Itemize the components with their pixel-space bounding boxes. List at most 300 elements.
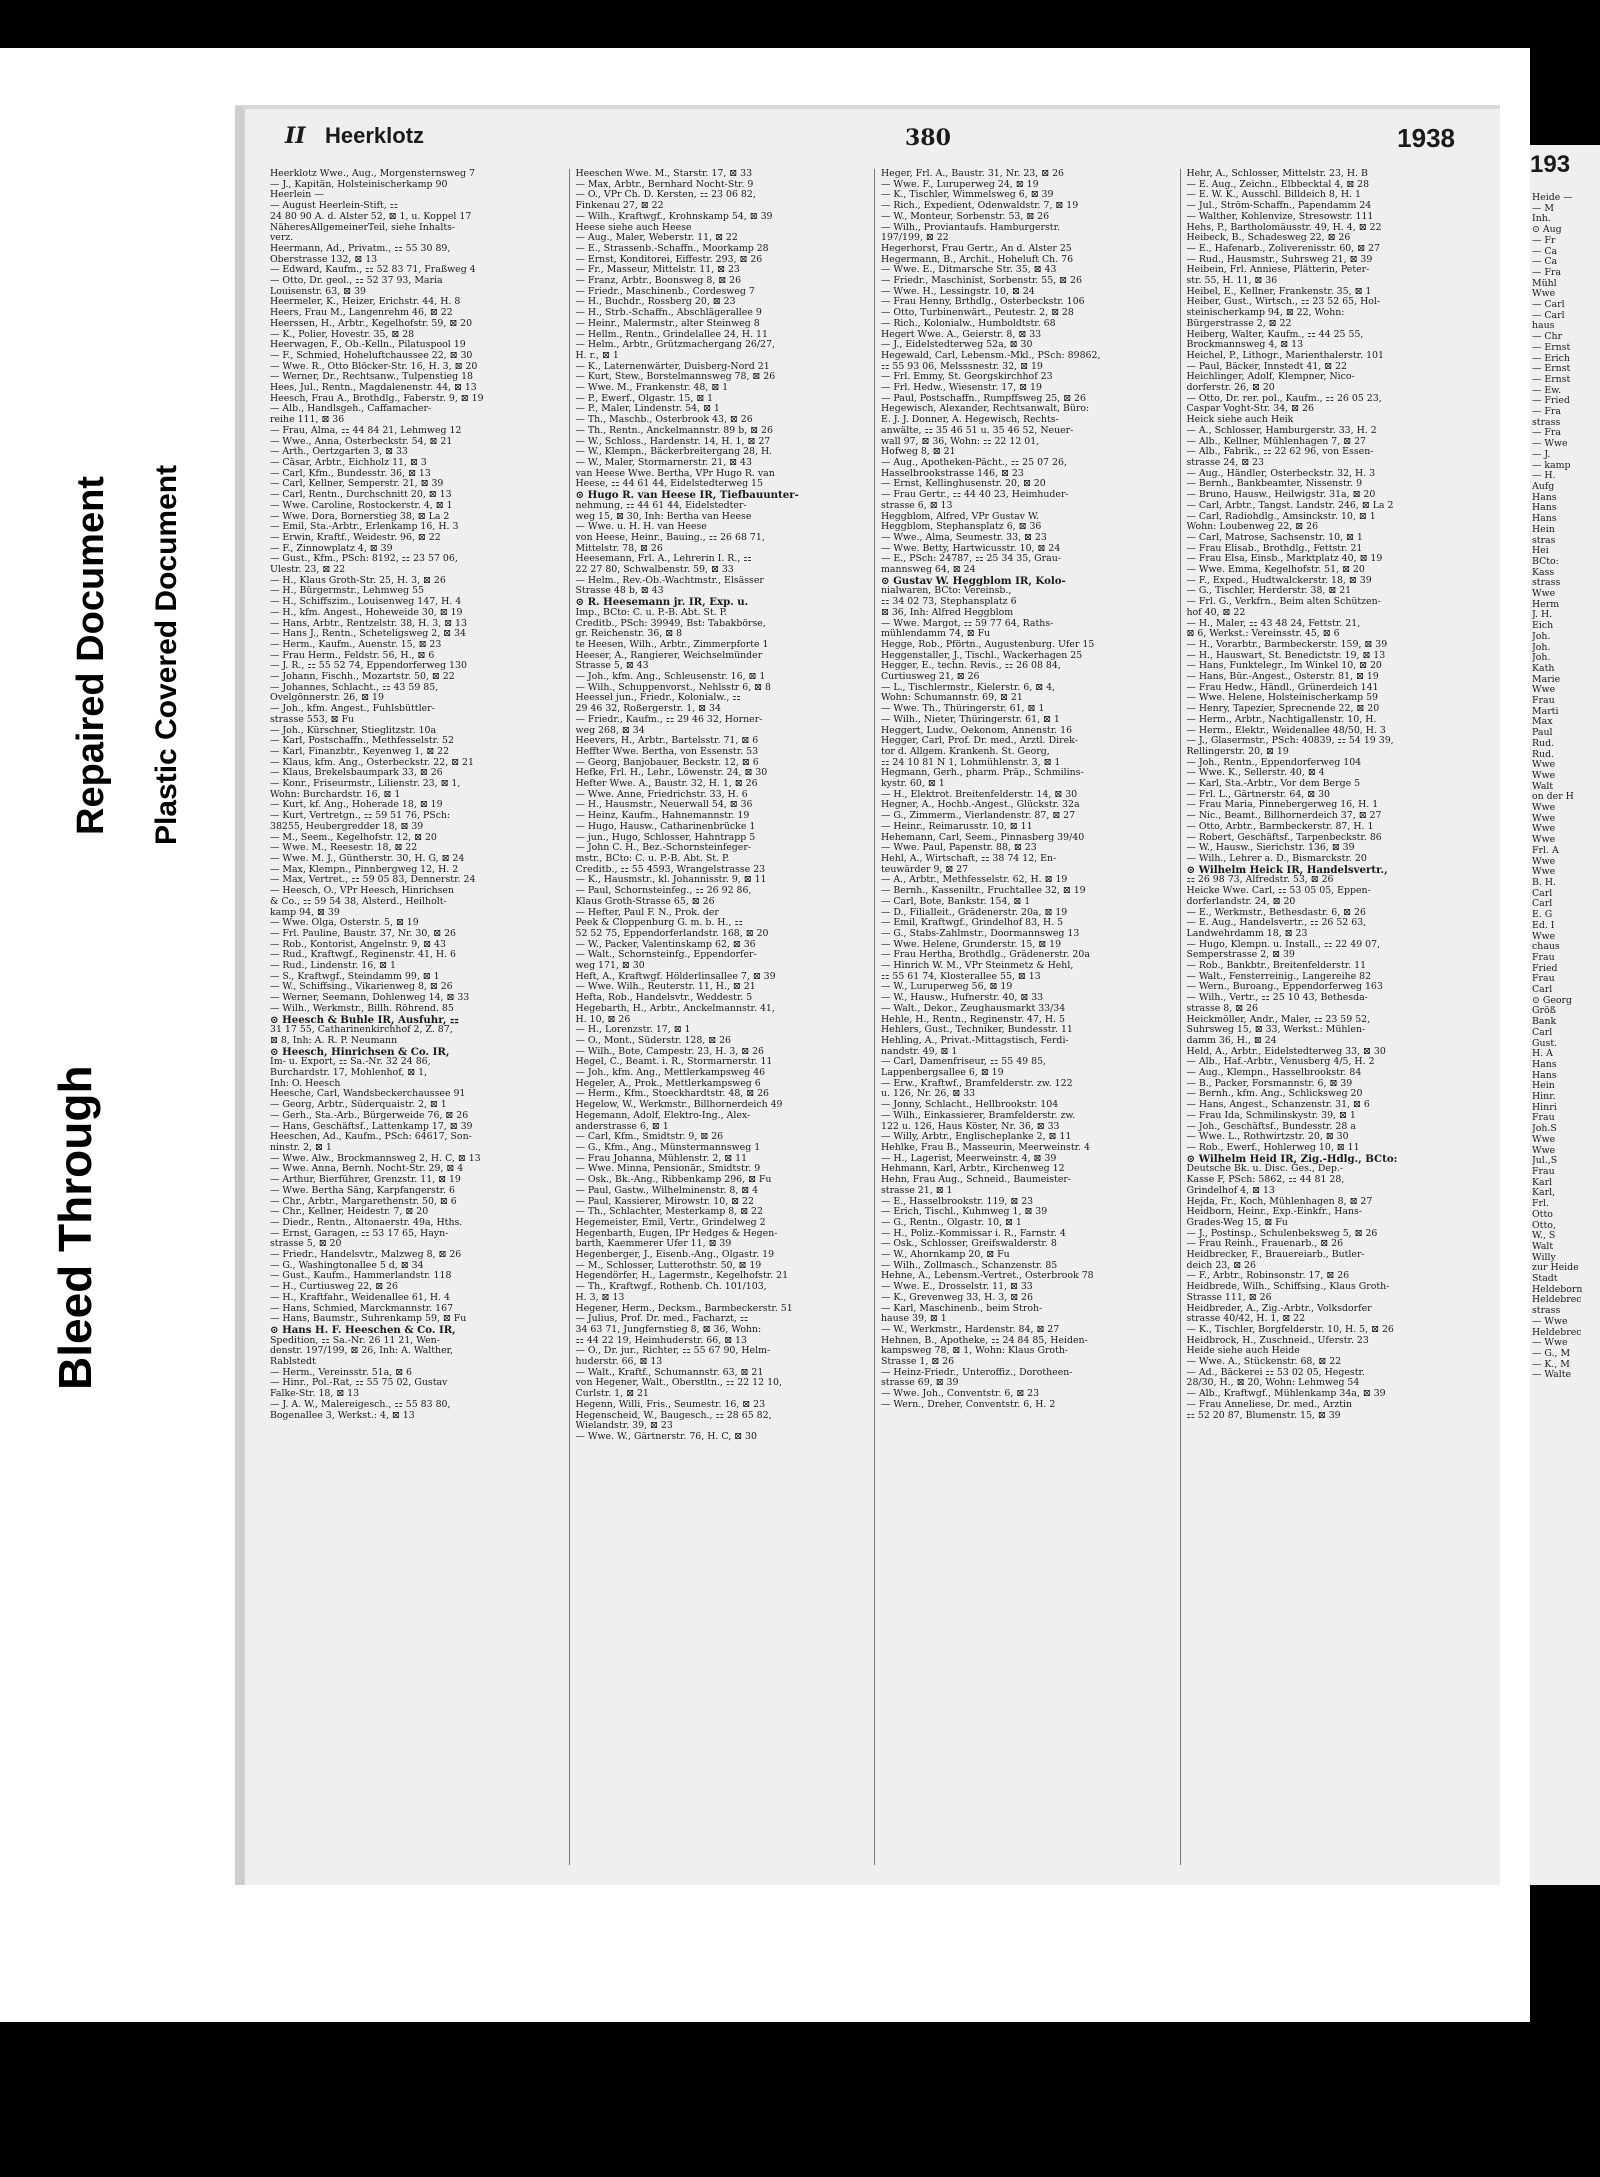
directory-entry: Grindelhof 4, ⊠ 13 <box>1186 1185 1275 1196</box>
directory-entry: — Max, Arbtr., Bernhard Nocht-Str. 9 <box>575 179 754 190</box>
directory-entry: — Georg, Banjobauer, Beckstr. 12, ⊠ 6 <box>575 757 759 768</box>
column-1 <box>270 169 570 1865</box>
directory-entry: — August Heerlein-Stift, ⚏ <box>270 201 399 212</box>
directory-entry: mstr., BCto: C. u. P.-B. Abt. St. P. <box>575 854 730 864</box>
directory-entry: tor d. Allgem. Krankenh. St. Georg, <box>881 746 1050 757</box>
directory-entry: — H., Lagerist, Meerweinstr. 4, ⊠ 39 <box>881 1153 1057 1164</box>
directory-entry: — W., Monteur, Sorbenstr. 53, ⊠ 26 <box>881 211 1050 222</box>
directory-entry: Hegendörfer, H., Lagermstr., Kegelhofstr. 21 <box>575 1271 789 1282</box>
directory-entry: — E. Aug., Handelsvertr., ⚏ 26 52 63, <box>1186 918 1367 929</box>
directory-entry: str. 55, H. 11, ⊠ 36 <box>1186 276 1278 287</box>
directory-entry: Hehlke, Frau B., Masseurin, Meerweinstr. 4 <box>881 1142 1090 1153</box>
directory-entry: Övelgönnerstr. 26, ⊠ 19 <box>270 693 384 704</box>
directory-entry: ⊙ Heesch, Hinrichsen & Co. IR, <box>270 1046 450 1058</box>
directory-entry: — Paul, Schornsteinfeg., ⚏ 26 92 86, <box>575 886 752 897</box>
strip-line: — Wwe <box>1532 1316 1568 1327</box>
directory-entry: — Heinz, Kaufm., Hahnemannstr. 19 <box>575 811 750 822</box>
directory-entry: — Frau Reinh., Frauenarb., ⊠ 26 <box>1186 1239 1344 1250</box>
directory-entry: H. 3, ⊠ 13 <box>575 1292 625 1303</box>
directory-entry: Wohn: Schumannstr. 69, ⊠ 21 <box>881 693 1023 704</box>
directory-entry: — Karl, Maschinenb., beim Stroh- <box>881 1303 1043 1314</box>
directory-entry: weg 268, ⊠ 34 <box>575 725 645 736</box>
directory-entry: — Th., Maschb., Osterbrook 43, ⊠ 26 <box>575 415 753 426</box>
strip-line: — Fra <box>1532 267 1561 278</box>
directory-entry: — Paul, Postschaffn., Rumpffsweg 25, ⊠ 26 <box>881 393 1086 404</box>
directory-entry: — jun., Hugo, Schlosser, Hahntrapp 5 <box>575 832 756 843</box>
directory-entry: Hegenbarth, Eugen, IPr Hedges & Hegen- <box>575 1228 778 1239</box>
directory-entry: — Bernh., kfm. Ang., Schlicksweg 20 <box>1186 1089 1363 1100</box>
directory-entry: Imp., BCto: C. u. P.-B. Abt. St. P. <box>575 607 728 618</box>
directory-entry: Heevers, H., Arbtr., Bartelsstr. 71, ⊠ 6 <box>575 736 759 747</box>
directory-entry: — Wilh., Schuppenvorst., Nehlsstr 6, ⊠ 8 <box>575 682 771 693</box>
directory-entry: — L., Tischlermstr., Kielerstr. 6, ⊠ 4, <box>881 682 1056 693</box>
directory-entry: — Heinr., Malermstr., alter Steinweg 8 <box>575 318 760 329</box>
directory-entry: — G., Stabs-Zahlmstr., Doormannsweg 13 <box>881 928 1080 939</box>
directory-entry: — J. A. W., Malereigesch., ⚏ 55 83 80, <box>270 1399 451 1410</box>
directory-entry: reihe 111, ⊠ 36 <box>270 415 345 426</box>
strip-line: Wwe <box>1532 803 1556 814</box>
directory-entry: Bürgerstrasse 2, ⊠ 22 <box>1186 318 1292 329</box>
directory-entry: — Wwe. E., Ditmarsche Str. 35, ⊠ 43 <box>881 265 1057 276</box>
directory-entry: Hehmann, Karl, Arbtr., Kirchenweg 12 <box>881 1164 1065 1175</box>
directory-entry: — Frau Henny, Brthdlg., Osterbeckstr. 106 <box>881 297 1085 308</box>
directory-entry: — Carl, Kfm., Bundesstr. 36, ⊠ 13 <box>270 468 431 479</box>
directory-entry: anwälte, ⚏ 35 46 51 u. 35 46 52, Neuer- <box>881 425 1074 436</box>
directory-entry: Heffter Wwe. Bertha, von Essenstr. 53 <box>575 746 759 757</box>
directory-entry: Heichlinger, Adolf, Klempner, Nico- <box>1186 372 1355 383</box>
directory-entry: Hegel, C., Beamt. i. R., Stormarnerstr. 11 <box>575 1057 773 1068</box>
directory-entry: — Wwe. Caroline, Rostockerstr. 4, ⊠ 1 <box>270 500 453 511</box>
directory-entry: — Carl, Bote, Bankstr. 154, ⊠ 1 <box>881 896 1031 907</box>
directory-entry: strasse 40/42, H. 1, ⊠ 22 <box>1186 1314 1306 1325</box>
directory-entry: — F., Exped., Hudtwalckerstr. 18, ⊠ 39 <box>1186 575 1372 586</box>
directory-entry: Heermann, Ad., Privatm., ⚏ 55 30 89, <box>270 243 451 254</box>
directory-entry: Curlstr. 1, ⊠ 21 <box>575 1389 649 1400</box>
directory-entry: — Aug., Apotheken-Pächt., ⚏ 25 07 26, <box>881 457 1067 468</box>
directory-entry: — Konr., Friseurmstr., Lilienstr. 23, ⊠ 1, <box>270 779 461 790</box>
directory-entry: Im- u. Export, ⚏ Sa.-Nr. 32 24 86, <box>270 1057 431 1068</box>
directory-entry: — W., Maler, Stormarnerstr. 21, ⊠ 43 <box>575 457 752 468</box>
directory-entry: — W., Schloss., Hardenstr. 14, H. 1, ⊠ 27 <box>575 436 771 447</box>
directory-entry: — O., VPr Ch. D. Kersten, ⚏ 23 06 82, <box>575 190 756 201</box>
directory-entry: — Frau Gertr., ⚏ 44 40 23, Heimhuder- <box>881 490 1069 501</box>
strip-line: J. H. <box>1532 610 1553 621</box>
directory-entry: — Otto, Turbinenwärt., Peutestr. 2, ⊠ 28 <box>881 308 1074 319</box>
directory-entry: Hegger, E., techn. Revis., ⚏ 26 08 84, <box>881 661 1061 672</box>
strip-line: ⊙ Georg <box>1532 995 1572 1006</box>
strip-line: Kass <box>1532 567 1555 578</box>
directory-entry: ⚏ 55 61 74, Klosterallee 55, ⊠ 13 <box>881 971 1041 982</box>
directory-entry: — Walt., Kraftf., Schumannstr. 63, ⊠ 21 <box>575 1367 764 1378</box>
directory-entry: — Karl, Sta.-Arbtr., Vor dem Berge 5 <box>1186 779 1361 790</box>
directory-entry: Hegger, Carl, Prof. Dr. med., Ärztl. Direk- <box>881 736 1078 747</box>
directory-entry: — Osk., Schlosser, Greifswalderstr. 8 <box>881 1239 1057 1250</box>
directory-entry: Hehnen, B., Apotheke, ⚏ 24 84 85, Heiden- <box>881 1335 1088 1346</box>
directory-entry: — Walt., Dekor., Zeughausmarkt 33/34 <box>881 1003 1066 1014</box>
strip-line: Wwe <box>1532 1134 1556 1145</box>
directory-entry: — Nic., Beamt., Billhornerdeich 37, ⊠ 27 <box>1186 811 1382 822</box>
directory-entry: Hegerhorst, Frau Gertr., An d. Alster 25 <box>881 243 1072 254</box>
directory-entry: — Willy, Arbtr., Englischeplanke 2, ⊠ 11 <box>881 1132 1072 1143</box>
directory-entry: — Edward, Kaufm., ⚏ 52 83 71, Fraßweg 4 <box>270 265 476 276</box>
strip-line: Kath <box>1532 663 1555 674</box>
directory-entry: Hegener, Herm., Decksm., Barmbeckerstr. 51 <box>575 1303 793 1314</box>
directory-entry: — Osk., Bk.-Ang., Ribbenkamp 296, ⊠ Fu <box>575 1175 772 1186</box>
next-page-strip <box>1530 145 1600 1885</box>
directory-entry: — Julius, Prof. Dr. med., Facharzt, ⚏ <box>575 1314 749 1325</box>
directory-entry: — Hans, Arbtr., Rentzelstr. 38, H. 3, ⊠ 13 <box>270 618 467 629</box>
directory-entry: Heggert, Ludw., Oekonom, Annenstr. 16 <box>881 725 1073 736</box>
directory-entry: — Hugo, Hausw., Catharinenbrücke 1 <box>575 821 756 832</box>
directory-entry: Hegge, Rob., Pförtn., Augustenburg. Ufer 15 <box>881 639 1095 650</box>
directory-entry: Heeschen Wwe. M., Starstr. 17, ⊠ 33 <box>575 169 753 179</box>
directory-entry: Bogenallee 3, Werkst.: 4, ⊠ 13 <box>270 1410 415 1421</box>
strip-line: ⊙ Aug <box>1532 225 1562 236</box>
directory-entry: Heidbrede, Wilh., Schiffsing., Klaus Groth- <box>1186 1282 1390 1293</box>
directory-entry: — Joh., kfm. Ang., Schleusenstr. 16, ⊠ 1 <box>575 672 766 683</box>
directory-entry: ⊙ Hans H. F. Heeschen & Co. IR, <box>270 1324 456 1336</box>
directory-entry: Strasse 5, ⊠ 43 <box>575 661 649 672</box>
directory-entry: Hees, Jul., Rentn., Magdalenenstr. 44, ⊠ 13 <box>270 383 477 394</box>
directory-entry: Heers, Frau M., Langenrehm 46, ⊠ 22 <box>270 308 453 319</box>
strip-line: — Ernst <box>1532 342 1571 353</box>
directory-entry: Heidbrock, H., Zuschneid., Uferstr. 23 <box>1186 1335 1369 1346</box>
strip-line: Karl <box>1532 1177 1553 1188</box>
directory-entry: Brockmannsweg 4, ⊠ 13 <box>1186 340 1304 351</box>
directory-entry: — Wwe. M., Frankenstr. 48, ⊠ 1 <box>575 383 729 394</box>
directory-entry: Hejda, Fr., Koch, Mühlenhagen 8, ⊠ 27 <box>1186 1196 1373 1207</box>
directory-entry: — Hans, Angest., Schanzenstr. 31, ⊠ 6 <box>1186 1100 1370 1111</box>
directory-entry: — Carl, Kellner, Semperstr. 21, ⊠ 39 <box>270 479 444 490</box>
directory-entry: Hegner, A., Hochb.-Angest., Glückstr. 32a <box>881 800 1080 811</box>
strip-line: — Ew. <box>1532 385 1562 396</box>
directory-entry: strasse 553, ⊠ Fu <box>270 714 355 725</box>
directory-entry: — Wwe. Emma, Kegelhofstr. 51, ⊠ 20 <box>1186 565 1365 576</box>
directory-entry: — Carl, Damenfriseur, ⚏ 55 49 85, <box>881 1057 1047 1068</box>
strip-line: Frau <box>1532 696 1555 707</box>
directory-entry: — Hans, Geschäftsf., Lattenkamp 17, ⊠ 39 <box>270 1121 473 1132</box>
directory-entry: — Henry, Tapezier, Sprecnende 22, ⊠ 20 <box>1186 704 1380 715</box>
scan-border-top <box>0 0 1600 48</box>
directory-entry: Hegenscheid, W., Baugesch., ⚏ 28 65 82, <box>575 1410 772 1421</box>
directory-entry: — Rud., Kraftwgf., Reginenstr. 41, H. 6 <box>270 950 457 961</box>
directory-entry: — J., Postinsp., Schulenbeksweg 5, ⊠ 26 <box>1186 1228 1378 1239</box>
strip-line: strass <box>1532 578 1561 589</box>
strip-line: — M <box>1532 203 1554 214</box>
directory-entry: — H., Elektrot. Breitenfelderstr. 14, ⊠ 30 <box>881 789 1078 800</box>
strip-line: Hei <box>1532 546 1549 557</box>
strip-line: Wwe <box>1532 289 1556 300</box>
directory-entry: — Aug., Klempn., Hasselbrookstr. 84 <box>1186 1068 1362 1079</box>
directory-entry: — P., Ewerf., Olgastr. 15, ⊠ 1 <box>575 393 714 404</box>
directory-entry: H. r., ⊠ 1 <box>575 350 619 361</box>
directory-entry: — Aug., Maler, Weberstr. 11, ⊠ 22 <box>575 233 738 244</box>
directory-entry: Hegewald, Carl, Lebensm.-Mkl., PSch: 89862, <box>881 350 1101 361</box>
strip-line: Wwe <box>1532 856 1556 867</box>
directory-entry: anderstrasse 6, ⊠ 1 <box>575 1121 669 1132</box>
directory-entry: Wohn: Loubenweg 22, ⊠ 26 <box>1186 522 1319 533</box>
directory-entry: kampsweg 78, ⊠ 1, Wohn: Klaus Groth- <box>881 1346 1069 1357</box>
directory-entry: gr. Reichenstr. 36, ⊠ 8 <box>575 629 683 640</box>
directory-entry: — Frau Maria, Pinnebergerweg 16, H. 1 <box>1186 800 1379 811</box>
strip-line: Frau <box>1532 974 1555 985</box>
strip-line: Hans <box>1532 492 1557 503</box>
directory-entry: steinischerkamp 94, ⊠ 22, Wohn: <box>1186 308 1345 319</box>
directory-entry: — Franz, Arbtr., Boonsweg 8, ⊠ 26 <box>575 276 742 287</box>
directory-entry: — Rob., Bankbtr., Breitenfelderstr. 11 <box>1186 961 1367 972</box>
directory-entry: 31 17 55, Catharinenkirchhof 2, Z. 87, <box>270 1025 453 1036</box>
directory-entry: ⊙ Gustav W. Heggblom IR, Kolo- <box>881 575 1066 587</box>
strip-line: Walt <box>1532 1241 1554 1252</box>
directory-entry: Caspar Voght-Str. 34, ⊠ 26 <box>1186 404 1314 415</box>
directory-entry: Inh: O. Heesch <box>270 1078 341 1089</box>
directory-entry: Hehne, A., Lebensm.-Vertret., Osterbrook 78 <box>881 1271 1094 1282</box>
directory-entry: — Gerh., Sta.-Arb., Bürgerweide 76, ⊠ 26 <box>270 1110 469 1121</box>
directory-entry: — M., Seem., Kegelhofstr. 12, ⊠ 20 <box>270 832 437 843</box>
directory-entry: — Friedr., Kaufm., ⚏ 29 46 32, Horner- <box>575 714 763 725</box>
strip-line: — Fried <box>1532 396 1570 407</box>
directory-entry: — Frl. G., Verkfrn., Beim alten Schützen- <box>1186 597 1381 608</box>
directory-entry: — Wwe. Helene, Holsteinischerkamp 59 <box>1186 693 1379 704</box>
directory-entry: — Paul, Bäcker, Innstedt 41, ⊠ 22 <box>1186 361 1348 372</box>
directory-entry: von Heese, Heinr., Bauing., ⚏ 26 68 71, <box>575 532 765 543</box>
directory-entry: — Emil, Sta.-Arbtr., Erlenkamp 16, H. 3 <box>270 522 459 533</box>
directory-entry: — Frau Ida, Schmilinskystr. 39, ⊠ 1 <box>1186 1110 1356 1121</box>
directory-entry: — Friedr., Maschinist, Sorbenstr. 55, ⊠ 26 <box>881 276 1082 287</box>
directory-entry: — Rob., Ewerf., Hohlerweg 10, ⊠ 11 <box>1186 1142 1360 1153</box>
directory-entry: — Ernst, Konditorei, Eiffestr. 293, ⊠ 26 <box>575 254 763 265</box>
directory-entry: — Herm., Kfm., Stoeckhardtstr. 48, ⊠ 26 <box>575 1089 770 1100</box>
strip-line: Fried <box>1532 963 1558 974</box>
directory-entry: — Th., Rentn., Anckelmannstr. 89 b, ⊠ 26 <box>575 425 773 436</box>
directory-entry: — W., Hausw., Sierichstr. 136, ⊠ 39 <box>1186 843 1355 854</box>
directory-entry: Hegeler, A., Prok., Mettlerkampsweg 6 <box>575 1078 761 1089</box>
directory-entry: — Rud., Lindenstr. 16, ⊠ 1 <box>270 961 396 972</box>
next-page-lines <box>1532 193 1582 1381</box>
directory-entry: — Wwe. M., Reesestr. 18, ⊠ 22 <box>270 843 418 854</box>
directory-entry: Heick siehe auch Heik <box>1186 415 1294 426</box>
directory-entry: — E., Strassenb.-Schaffn., Moorkamp 28 <box>575 243 769 254</box>
directory-entry: Hehle, H., Rentn., Reginenstr. 47, H. 5 <box>881 1014 1065 1025</box>
directory-entry: strasse 5, ⊠ 20 <box>270 1239 342 1250</box>
directory-entry: Spedition, ⚏ Sa.-Nr. 26 11 21, Wen- <box>270 1335 440 1346</box>
directory-entry: — H., Buchdr., Rossberg 20, ⊠ 23 <box>575 297 736 308</box>
column-4 <box>1187 169 1486 1865</box>
directory-entry: nehmung, ⚏ 44 61 44, Eidelstedter- <box>575 500 747 511</box>
directory-entry: — Frau, Alma, ⚏ 44 84 21, Lehmweg 12 <box>270 425 462 436</box>
directory-entry: — Karl, Finanzbtr., Keyenweg 1, ⊠ 22 <box>270 746 450 757</box>
directory-entry: mühlendamm 74, ⊠ Fu <box>881 629 991 640</box>
directory-entry: — Georg, Arbtr., Süderquaistr. 2, ⊠ 1 <box>270 1100 447 1111</box>
strip-line: — Carl <box>1532 300 1565 311</box>
strip-line: — Fra <box>1532 428 1561 439</box>
directory-entry: — Wwe. R., Otto Blöcker-Str. 16, H. 3, ⊠ 20 <box>270 361 478 372</box>
directory-entry: Falke-Str. 18, ⊠ 13 <box>270 1389 360 1400</box>
directory-entry: — K., Grevenweg 33, H. 3, ⊠ 26 <box>881 1292 1033 1303</box>
directory-entry: strasse 8, ⊠ 26 <box>1186 1003 1258 1014</box>
directory-entry: — K., Hausmstr., kl. Johannisstr. 9, ⊠ 11 <box>575 875 767 886</box>
directory-entry: — Wwe. M. J., Güntherstr. 30, H. G, ⊠ 24 <box>270 854 465 864</box>
directory-entry: Heeser, A., Rangierer, Weichselmünder <box>575 650 763 661</box>
directory-entry: Heerklotz Wwe., Aug., Morgensternsweg 7 <box>270 169 475 179</box>
directory-entry: — Bernh., Bankbeamter, Nissenstr. 9 <box>1186 479 1363 490</box>
directory-entry: Hegemeister, Emil, Vertr., Grindelweg 2 <box>575 1217 766 1228</box>
directory-entry: 29 46 32, Roßergerstr. 1, ⊠ 34 <box>575 704 721 715</box>
strip-line: Joh. <box>1532 653 1551 664</box>
directory-entry: Oberstrasse 132, ⊠ 13 <box>270 254 378 265</box>
directory-entry: — H., kfm. Angest., Hoheweide 30, ⊠ 19 <box>270 607 463 618</box>
directory-entry: Heggenstaller, J., Tischl., Wackerhagen 25 <box>881 650 1083 661</box>
strip-line: — Carl <box>1532 310 1565 321</box>
directory-columns <box>270 169 1485 1865</box>
directory-entry: Creditb., ⚏ 55 4593, Wrangelstrasse 23 <box>575 864 766 875</box>
directory-entry: — Bruno, Hausw., Heilwigstr. 31a, ⊠ 20 <box>1186 490 1376 501</box>
directory-entry: — Robert, Geschäftsf., Tarpenbeckstr. 86 <box>1186 832 1382 843</box>
strip-line: — K., M <box>1532 1359 1570 1370</box>
directory-entry: ⚏ 55 93 06, Melsssnestr. 32, ⊠ 19 <box>881 361 1043 372</box>
directory-entry: — Wwe. Alw., Brockmannsweg 2, H. C, ⊠ 13 <box>270 1153 481 1164</box>
strip-line: Karl, <box>1532 1188 1556 1199</box>
strip-line: — Fra <box>1532 407 1561 418</box>
directory-entry: — Max, Klempn., Pinnbergweg 12, H. 2 <box>270 864 459 875</box>
directory-entry: — Wwe., Anna, Osterbeckstr. 54, ⊠ 21 <box>270 436 453 447</box>
directory-entry: — J., Kapitän, Holsteinischerkamp 90 <box>270 179 448 190</box>
directory-entry: — Fr., Masseur, Mittelstr. 11, ⊠ 23 <box>575 265 740 276</box>
directory-entry: — Paul, Gastw., Wilhelminenstr. 8, ⊠ 4 <box>575 1185 759 1196</box>
directory-entry: — J., Eidelstedterweg 52a, ⊠ 30 <box>881 340 1033 351</box>
directory-entry: Hehr, A., Schlosser, Mittelstr. 23, H. B <box>1186 169 1368 179</box>
directory-entry: — Klaus, Brekelsbaumpark 33, ⊠ 26 <box>270 768 443 779</box>
strip-line: Max <box>1532 717 1553 728</box>
directory-entry: — M., Schlosser, Lutterothstr. 50, ⊠ 19 <box>575 1260 762 1271</box>
strip-line: Wwe <box>1532 685 1556 696</box>
strip-line: Willy <box>1532 1252 1556 1263</box>
strip-line: — H. <box>1532 471 1556 482</box>
directory-entry: weg 171, ⊠ 30 <box>575 961 645 972</box>
strip-line: Wwe <box>1532 867 1556 878</box>
directory-entry: nandstr. 49, ⊠ 1 <box>881 1046 958 1057</box>
directory-entry: — Jul., Ström-Schaffn., Papendamm 24 <box>1186 201 1372 212</box>
directory-entry: — Wwe. Betty, Hartwicusstr. 10, ⊠ 24 <box>881 543 1061 554</box>
directory-entry: — J., Glasermstr., PSch: 40839, ⚏ 54 19 39, <box>1186 736 1394 747</box>
directory-entry: ninstr. 2, ⊠ 1 <box>270 1142 332 1153</box>
directory-entry: Heiberg, Walter, Kaufm., ⚏ 44 25 55, <box>1186 329 1364 340</box>
directory-entry: — Wwe. Joh., Conventstr. 6, ⊠ 23 <box>881 1389 1040 1400</box>
directory-entry: — O., Dr. jur., Richter, ⚏ 55 67 90, Helm- <box>575 1346 771 1357</box>
strip-line: Rud. <box>1532 738 1555 749</box>
directory-entry: te Heesen, Wilh., Arbtr., Zimmerpforte 1 <box>575 639 769 650</box>
directory-entry: — G., Kfm., Ang., Münstermannsweg 1 <box>575 1142 761 1153</box>
directory-entry: — H., Lorenzstr. 17, ⊠ 1 <box>575 1025 691 1036</box>
directory-entry: ⊠ 8, Inh: A. R. P. Neumann <box>270 1035 398 1046</box>
directory-entry: — W., Packer, Valentinskamp 62, ⊠ 36 <box>575 939 756 950</box>
directory-entry: Heeschen, Ad., Kaufm., PSch: 64617, Son- <box>270 1132 472 1143</box>
directory-entry: nialwaren, BCto: Vereinsb., <box>881 586 1012 597</box>
strip-line: Frau <box>1532 1113 1555 1124</box>
directory-entry: Hegemann, Adolf, Elektro-Ing., Alex- <box>575 1110 751 1121</box>
directory-entry: — Erw., Kraftwf., Bramfelderstr. zw. 122 <box>881 1078 1073 1089</box>
directory-entry: Wielandstr. 39, ⊠ 23 <box>575 1421 673 1432</box>
directory-entry: hause 39, ⊠ 1 <box>881 1314 947 1325</box>
directory-entry: — H., Hauswart, St. Benedictstr. 19, ⊠ 13 <box>1186 650 1386 661</box>
directory-entry: — Herm., Kaufm., Auenstr. 15, ⊠ 23 <box>270 639 442 650</box>
strip-line: Heldebrec <box>1532 1295 1582 1306</box>
directory-entry: — Hans J., Rentn., Scheteligsweg 2, ⊠ 34 <box>270 629 466 640</box>
strip-line: H. A <box>1532 1049 1553 1060</box>
directory-entry: — Alb., Haf.-Arbtr., Venusberg 4/5, H. 2 <box>1186 1057 1375 1068</box>
directory-entry: — G., Washingtonallee 5 d, ⊠ 34 <box>270 1260 424 1271</box>
directory-entry: strasse 24, ⊠ 23 <box>1186 457 1264 468</box>
directory-entry: Hegmann, Gerh., pharm. Präp., Schmilins- <box>881 768 1084 779</box>
strip-line: Inh. <box>1532 214 1551 225</box>
strip-line: Gust. <box>1532 1038 1558 1049</box>
directory-entry: ⊠ 36, Inh: Alfred Heggblom <box>881 607 1014 618</box>
strip-line: W., S <box>1532 1231 1556 1242</box>
strip-line: Größ <box>1532 1006 1556 1017</box>
directory-entry: Landwehrdamm 18, ⊠ 23 <box>1186 928 1308 939</box>
next-page-year: 193 <box>1530 151 1571 178</box>
strip-line: Walt <box>1532 781 1554 792</box>
directory-entry: — H., Poliz.-Kommissar i. R., Farnstr. 4 <box>881 1228 1066 1239</box>
directory-entry: — Wwe. u. H. H. van Heese <box>575 522 707 533</box>
strip-line: Wwe <box>1532 760 1556 771</box>
directory-entry: — Wwe. Anne, Friedrichstr. 33, H. 6 <box>575 789 748 800</box>
running-head: Heerklotz <box>325 123 425 148</box>
directory-entry: Heidborn, Heinr., Exp.-Einkfr., Hans- <box>1186 1207 1362 1218</box>
directory-entry: — Arth., Oertzgarten 3, ⊠ 33 <box>270 447 408 458</box>
directory-entry: — E., PSch: 24787, ⚏ 25 34 35, Grau- <box>881 554 1061 565</box>
directory-entry: — Rich., Kolonialw., Humboldtstr. 68 <box>881 318 1056 329</box>
directory-entry: — H., Curtiusweg 22, ⊠ 26 <box>270 1282 398 1293</box>
directory-entry: — Werner, Seemann, Dohlenweg 14, ⊠ 33 <box>270 993 470 1004</box>
directory-entry: — Wilh., Bote, Campestr. 23, H. 3, ⊠ 26 <box>575 1046 765 1057</box>
directory-entry: 38255, Heubergredder 18, ⊠ 39 <box>270 821 424 832</box>
directory-entry: Louisenstr. 63, ⊠ 39 <box>270 286 366 297</box>
directory-entry: — Friedr., Handelsvtr., Malzweg 8, ⊠ 26 <box>270 1250 462 1261</box>
directory-entry: — Wilh., Vertr., ⚏ 25 10 43, Bethesda- <box>1186 993 1368 1004</box>
directory-entry: Hehl, A., Wirtschaft, ⚏ 38 74 12, En- <box>881 854 1057 864</box>
repaired-document-label: Repaired Document <box>70 476 112 835</box>
strip-line: Hinri <box>1532 1102 1557 1113</box>
directory-entry: H. 10, ⊠ 26 <box>575 1014 631 1025</box>
directory-entry: Ulestr. 23, ⊠ 22 <box>270 565 346 576</box>
strip-line: Wwe <box>1532 1145 1556 1156</box>
directory-entry: — Wwe. L., Rothwirtzstr. 20, ⊠ 30 <box>1186 1132 1349 1143</box>
directory-entry: kamp 94, ⊠ 39 <box>270 907 340 918</box>
directory-entry: Hegenberger, J., Eisenb.-Ang., Olgastr. 19 <box>575 1250 775 1261</box>
section-numeral: II <box>285 123 306 149</box>
directory-entry: — Th., Kraftwgf., Rothenb. Ch. 101/103, <box>575 1282 767 1293</box>
directory-entry: — Carl, Radiohdlg., Amsinckstr. 10, ⊠ 1 <box>1186 511 1376 522</box>
directory-entry: Hefke, Frl. H., Lehr., Löwenstr. 24, ⊠ 30 <box>575 768 768 779</box>
directory-entry: Heichel, P., Lithogr., Marienthalerstr. 101 <box>1186 350 1384 361</box>
directory-entry: — S., Kraftwgf., Steindamm 99, ⊠ 1 <box>270 971 440 982</box>
directory-entry: — Erich, Tischl., Kuhmweg 1, ⊠ 39 <box>881 1207 1048 1218</box>
directory-entry: ⚏ 34 02 73, Stephansplatz 6 <box>881 597 1017 608</box>
directory-entry: — W., Luruperweg 56, ⊠ 19 <box>881 982 1013 993</box>
directory-entry: — W., Schiffsing., Vikarienweg 8, ⊠ 26 <box>270 982 453 993</box>
directory-entry: Strasse 111, ⊠ 26 <box>1186 1292 1272 1303</box>
strip-line: Joh. <box>1532 642 1551 653</box>
directory-entry: — Wwe. H., Lessingstr. 10, ⊠ 24 <box>881 286 1035 297</box>
directory-entry: — H., Strb.-Schaffn., Abschlägerallee 9 <box>575 308 762 319</box>
strip-line: Wwe <box>1532 589 1556 600</box>
strip-line: B. H. <box>1532 878 1557 888</box>
strip-line: haus <box>1532 321 1555 332</box>
directory-entry: — Otto, Dr. rer. pol., Kaufm., ⚏ 26 05 23, <box>1186 393 1382 404</box>
directory-entry: Hegenn, Willi, Fris., Seumestr. 16, ⊠ 23 <box>575 1399 766 1410</box>
directory-entry: — Heinz-Friedr., Unteroffiz., Dorotheen- <box>881 1367 1073 1378</box>
